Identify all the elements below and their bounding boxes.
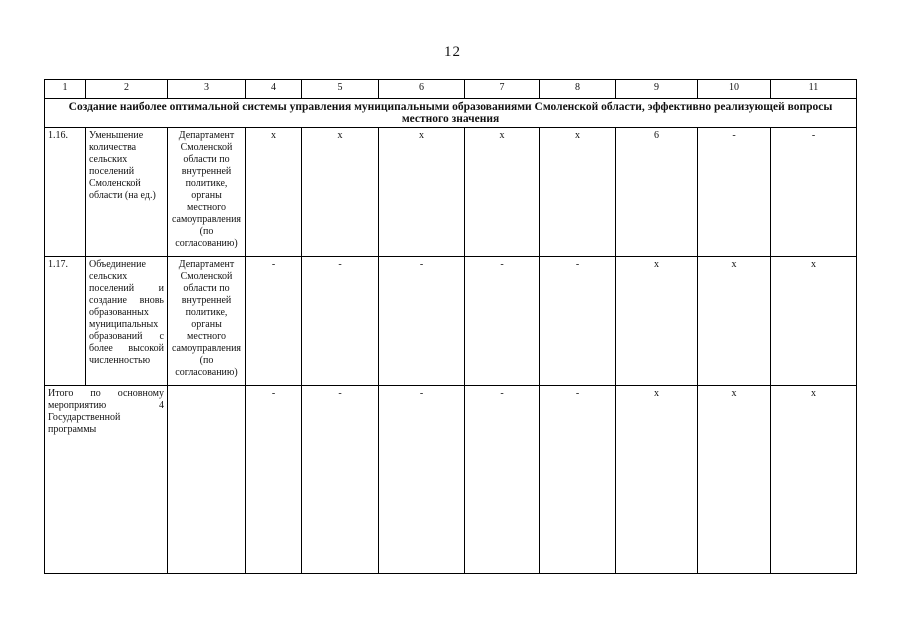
column-header: 4 <box>246 80 302 99</box>
row-value: - <box>698 128 771 257</box>
row-value: - <box>540 257 616 386</box>
column-header: 8 <box>540 80 616 99</box>
row-value: х <box>771 257 857 386</box>
row-value: х <box>698 386 771 574</box>
row-value: х <box>698 257 771 386</box>
table-row <box>45 257 857 386</box>
column-header: 3 <box>168 80 246 99</box>
row-description: Объединение сельских поселений и создание вновь образованных муниципальных образований с более высокой численностью <box>86 257 168 386</box>
row-responsible: Департамент Смоленской области по внутренней политике, органы местного самоуправления (по согласованию) <box>168 128 246 257</box>
row-responsible <box>168 386 246 574</box>
row-value: - <box>379 257 465 386</box>
row-value: - <box>771 128 857 257</box>
column-header: 5 <box>302 80 379 99</box>
row-value: - <box>302 386 379 574</box>
section-row <box>45 99 857 128</box>
column-header: 1 <box>45 80 86 99</box>
page-number: 12 <box>444 44 461 60</box>
row-responsible: Департамент Смоленской области по внутренней политике, органы местного самоуправления (по согласованию) <box>168 257 246 386</box>
total-description: Итого по основному мероприятию 4 Государственной программы <box>45 386 168 574</box>
row-value: - <box>465 386 540 574</box>
row-value: - <box>465 257 540 386</box>
column-header: 7 <box>465 80 540 99</box>
row-value: х <box>616 257 698 386</box>
row-number: 1.17. <box>45 257 86 386</box>
row-value: х <box>302 128 379 257</box>
row-value: - <box>540 386 616 574</box>
column-header: 9 <box>616 80 698 99</box>
row-value: х <box>465 128 540 257</box>
table-row-total <box>45 386 857 574</box>
column-number-row <box>45 80 857 99</box>
row-value: - <box>379 386 465 574</box>
row-value: х <box>616 386 698 574</box>
row-description: Уменьшение количества сельских поселений Смоленской области (на ед.) <box>86 128 168 257</box>
row-value: - <box>302 257 379 386</box>
row-value: - <box>246 257 302 386</box>
row-value: х <box>771 386 857 574</box>
column-header: 6 <box>379 80 465 99</box>
row-value: х <box>246 128 302 257</box>
column-header: 10 <box>698 80 771 99</box>
row-value: х <box>540 128 616 257</box>
section-title: Создание наиболее оптимальной системы управления муниципальными образованиями Смоленской области, эффективно реализующей вопросы местного значения <box>45 99 857 128</box>
program-table <box>44 79 857 574</box>
column-header: 2 <box>86 80 168 99</box>
column-header: 11 <box>771 80 857 99</box>
row-value: х <box>379 128 465 257</box>
row-value: - <box>246 386 302 574</box>
row-value: 6 <box>616 128 698 257</box>
row-number: 1.16. <box>45 128 86 257</box>
table-row <box>45 128 857 257</box>
